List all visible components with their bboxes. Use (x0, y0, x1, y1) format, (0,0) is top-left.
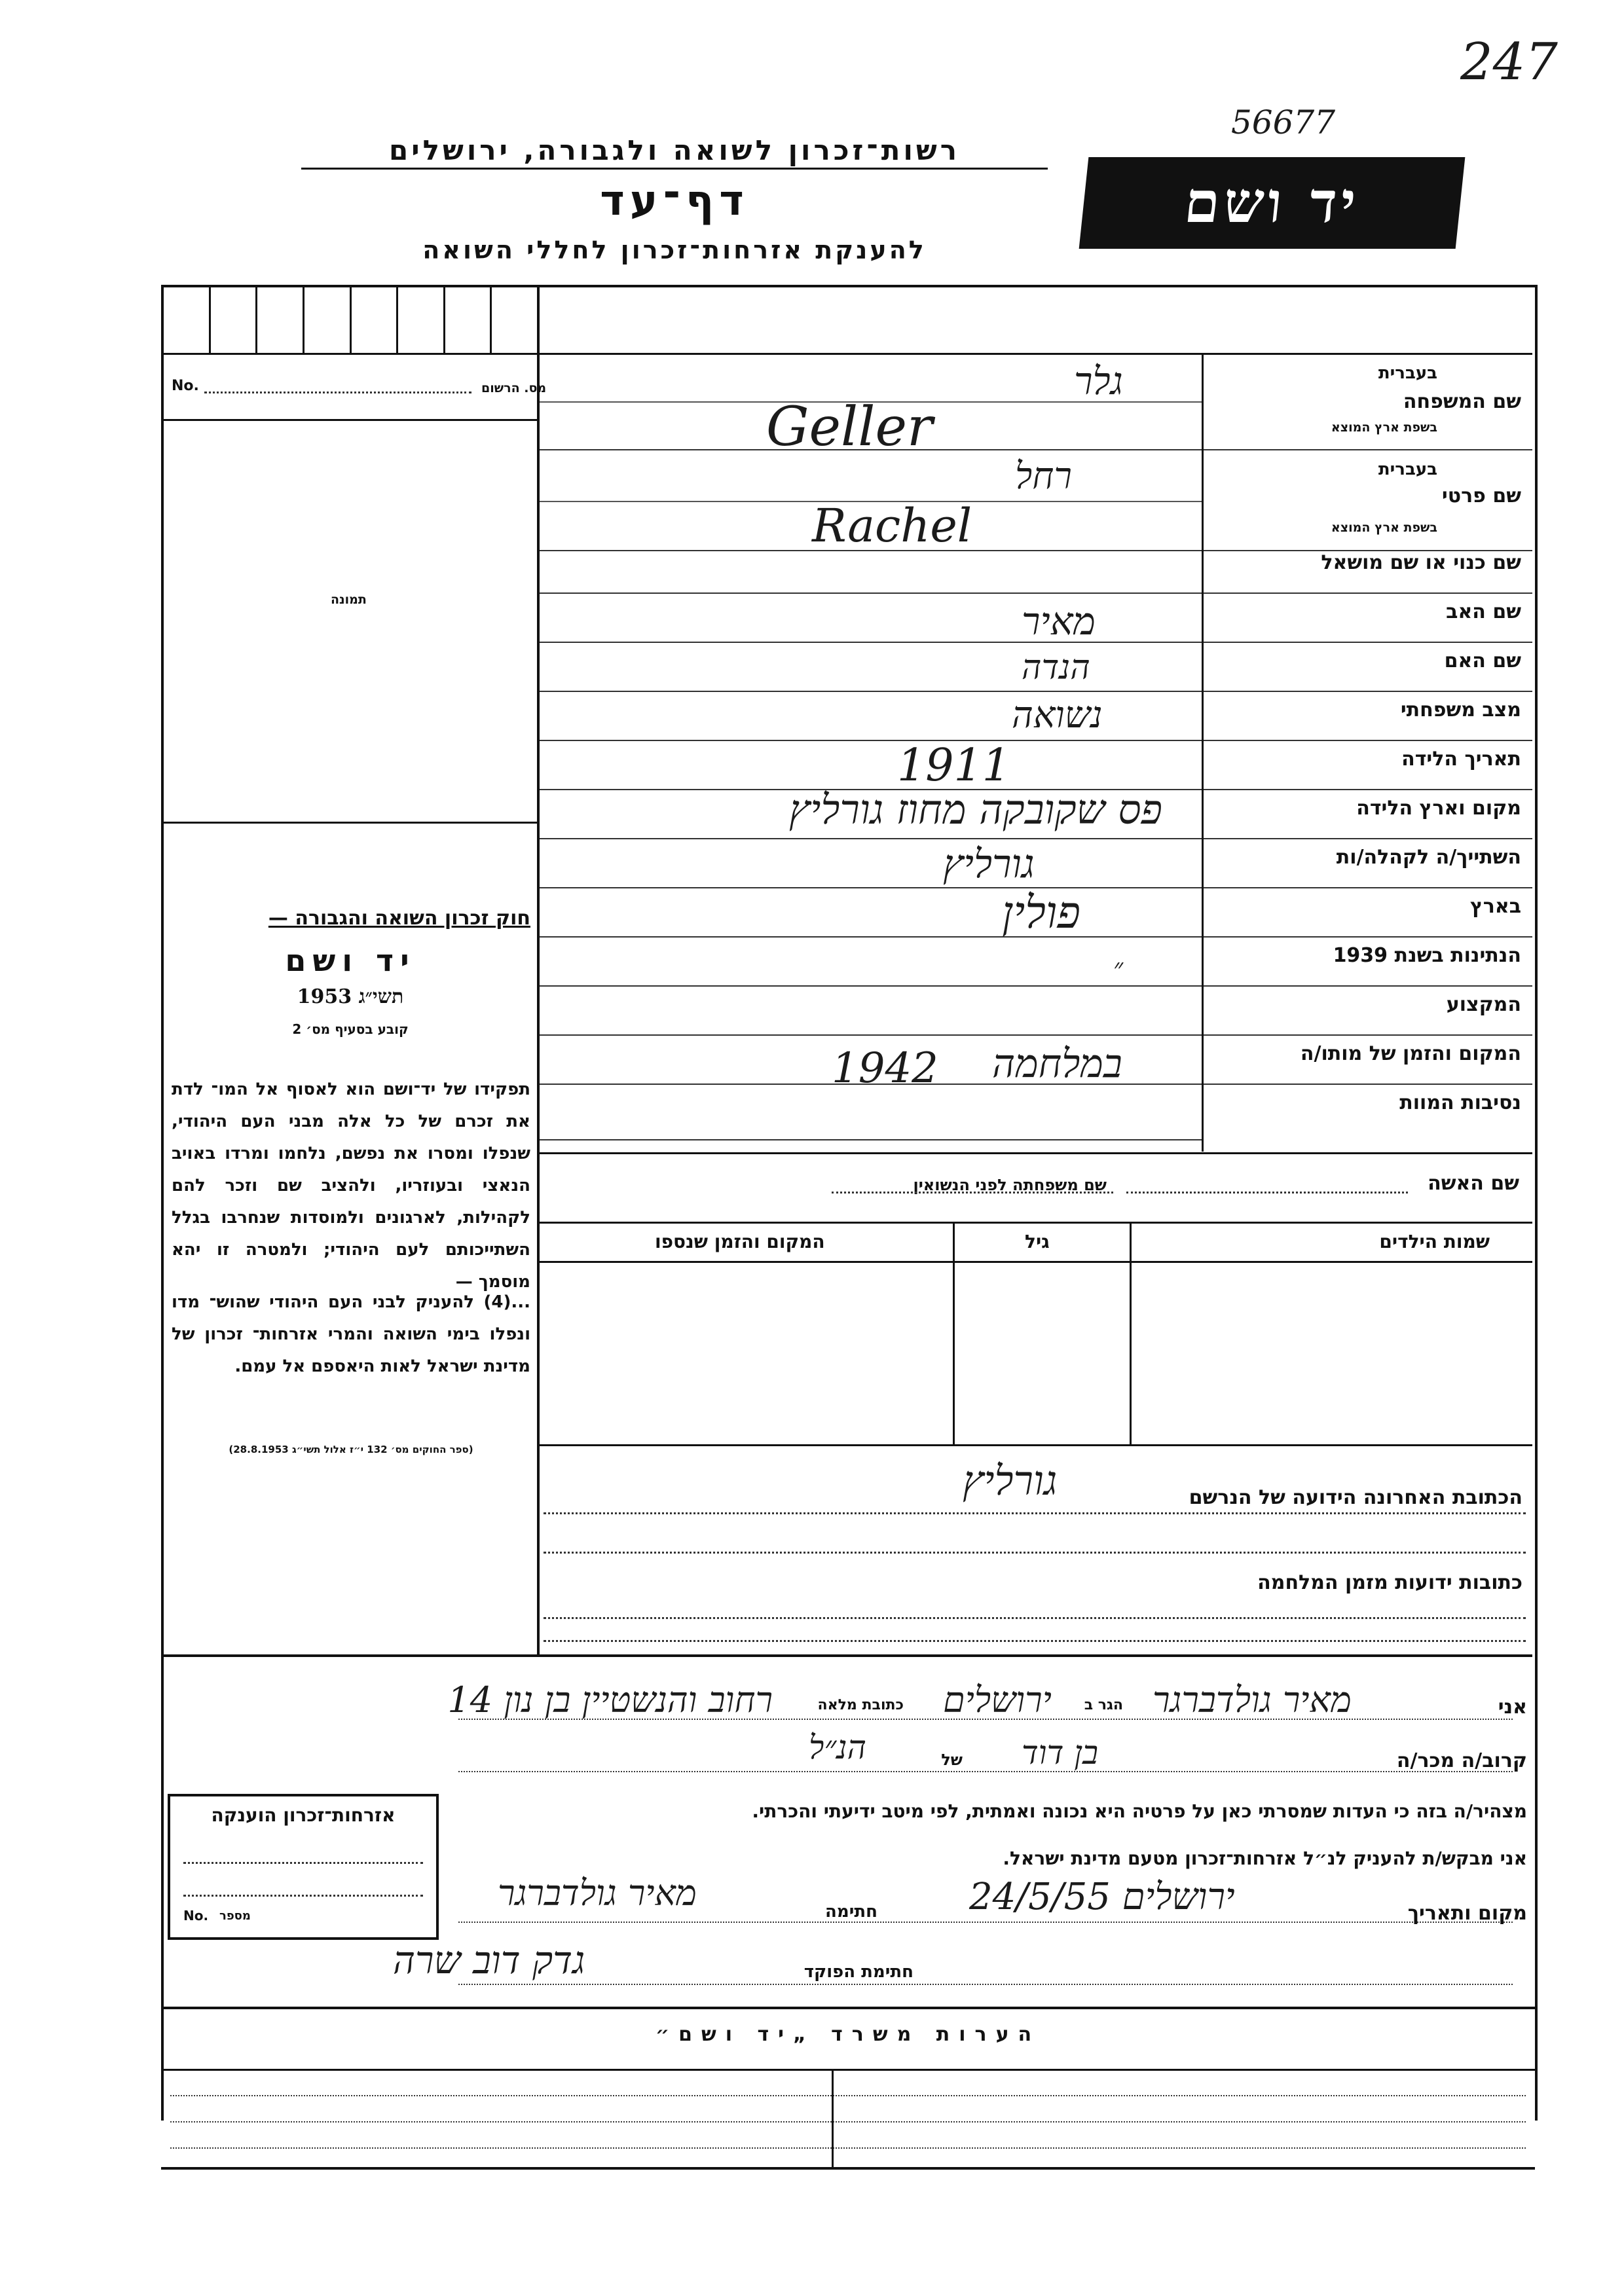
origin-lang-label-1: בשפת ארץ המוצא (1331, 420, 1437, 435)
office-notes-line[interactable] (170, 2121, 1526, 2123)
children-bottom-line (538, 1444, 1532, 1446)
citizenship-box-title: אזרחות־זכרון הוענקה (211, 1804, 396, 1826)
photo-box-bottom (164, 822, 537, 824)
photo-box-top (164, 419, 537, 421)
office-notes-line[interactable] (170, 2147, 1526, 2149)
label-row-line (1204, 691, 1532, 692)
office-notes-heading: הערות משרד „יד ושם״ (655, 2023, 1041, 2046)
form-title: דף־עד (600, 177, 749, 225)
label-row-line (1204, 838, 1532, 839)
label-row-line (1204, 985, 1532, 987)
death-place-label: המקום והזמן של מותו/ה (1300, 1042, 1521, 1065)
full-address-label: כתובת מלאה (817, 1697, 904, 1713)
law-reference: (ספר החוקים מס׳ 132 י״ז אלול תשי״ג 28.8.1953) (229, 1444, 473, 1455)
declaration-line[interactable] (458, 1922, 1513, 1923)
authority-heading: רשות־זכרון לשואה ולגבורה, ירושלים (301, 134, 1048, 170)
birth-date-label: תאריך הלידה (1401, 748, 1521, 771)
field-row-line (540, 691, 1202, 692)
place-date-value[interactable]: ירושלים 24/5/55 (969, 1876, 1235, 1918)
place-date-label: מקום ותאריך (1407, 1902, 1527, 1925)
officer-signature-label: חתימת הפוקד (803, 1962, 913, 1982)
marital-label: מצב משפחתי (1400, 699, 1521, 721)
label-column-divider (1202, 353, 1204, 1152)
label-row-line (1204, 449, 1532, 450)
country-value[interactable]: פולין (1002, 887, 1080, 939)
citizenship-box-line-2[interactable] (183, 1895, 423, 1897)
label-row-line (1204, 740, 1532, 741)
field-row-line (540, 936, 1202, 938)
relation-value[interactable]: בן דוד (1022, 1734, 1099, 1772)
field-row-line (540, 592, 1202, 594)
mother-value[interactable]: הנדה (1022, 648, 1090, 687)
in-hebrew-label-2: בעברית (1378, 460, 1437, 479)
wife-name-field[interactable] (1126, 1192, 1408, 1194)
citizenship-label: הנתינות בשנת 1939 (1333, 944, 1521, 967)
children-col-2 (1130, 1222, 1132, 1444)
first-name-hebrew-value[interactable]: רחל (1015, 455, 1072, 498)
office-notes-line[interactable] (170, 2095, 1526, 2096)
community-value[interactable]: גורליץ (943, 841, 1035, 887)
citizenship-box-line-1[interactable] (183, 1862, 423, 1864)
request-text: אני מבקש/ת להעניק לנ״ל אזרחות־זכרון מטעם מדינת ישראל. (1003, 1848, 1527, 1869)
photo-label: תמונה (331, 592, 367, 607)
label-row-line (1204, 1034, 1532, 1036)
community-label: השתייך/ה לקהלה/ות (1336, 846, 1521, 869)
field-row-line (540, 838, 1202, 839)
office-notes-header-line (161, 2069, 1535, 2071)
family-name-label: שם המשפחה (1403, 390, 1521, 413)
form-subtitle: להענקת אזרחות־זכרון לחללי השואה (422, 236, 927, 264)
reg-no-label: מס. הרשום (481, 381, 547, 395)
birth-place-value[interactable]: פס שקובקה מחוז גורליץ (788, 786, 1162, 833)
children-col-1 (953, 1222, 955, 1444)
maiden-name-label: שם משפחתה לפני הנשואין (913, 1176, 1107, 1194)
citizenship-value[interactable]: ״ (1113, 953, 1124, 983)
law-text-purpose: תפקידו של יד־ושם הוא לאסוף אל המו־ לדת את זכרם של כל אלה מבני העם היהודי, שנפלו ומסרו את נפשם, נלחמו ומרדו באויב הנאצי ובעוזריו, ולהציב שם וזכר להם לקהילות, לארגונים ולמוסדות שנחרבו בגלל השתייכותם לעם היהודי; ולמטרה זו יהא מוסמך — (172, 1080, 530, 1292)
birth-place-label: מקום וארץ הלידה (1356, 797, 1521, 820)
citizenship-granted-box (168, 1794, 439, 1940)
office-notes-top-line (161, 2007, 1535, 2009)
yad-vashem-logo: יד ושם (1079, 157, 1466, 249)
father-label: שם האב (1446, 600, 1521, 623)
address-line[interactable] (544, 1640, 1526, 1642)
family-name-latin-value[interactable]: Geller (766, 396, 933, 458)
of-label: של (941, 1751, 963, 1769)
death-place-value[interactable]: במלחמה (992, 1041, 1122, 1087)
header-row-divider (164, 353, 1532, 355)
declarant-name-value[interactable]: מאיר גולדברגר (1153, 1679, 1352, 1721)
death-year-value[interactable]: 1942 (832, 1044, 938, 1093)
relation-label: קרוב/ה מכר/ה (1396, 1749, 1527, 1772)
children-header-line (538, 1261, 1532, 1263)
signature-value[interactable]: מאיר גולדברגר (498, 1872, 697, 1914)
city-value[interactable]: ירושלים (943, 1679, 1052, 1721)
first-name-latin-value[interactable]: Rachel (812, 499, 972, 553)
label-row-line (1204, 642, 1532, 643)
children-names-header: שמות הילדים (1379, 1231, 1490, 1252)
address-line[interactable] (544, 1617, 1526, 1619)
marital-value[interactable]: נשואה (1012, 694, 1103, 737)
office-notes-bottom-line (161, 2167, 1535, 2170)
label-row-line (1204, 592, 1532, 594)
wife-label: שם האשה (1428, 1172, 1519, 1195)
last-address-label: הכתובת האחרונה הידועה של הנרשם (1189, 1486, 1522, 1509)
mother-label: שם האם (1444, 649, 1521, 672)
law-name: יד ושם (285, 943, 416, 978)
field-row-line (540, 642, 1202, 643)
field-row-line (540, 887, 1202, 888)
war-address-label: כתובות ידועות מזמן המלחמה (1257, 1571, 1522, 1594)
reg-checkboxes (164, 287, 537, 353)
label-row-line (1204, 936, 1532, 938)
law-year: תשי״ג 1953 (297, 985, 404, 1008)
ani-label: אני (1498, 1696, 1527, 1719)
declaration-line[interactable] (458, 1984, 1513, 1985)
full-address-value[interactable]: רחוב והנשטיין בן נון 14 (447, 1679, 773, 1721)
statement-text: מצהיר/ה בזה כי העדות שמסרתי כאן על פרטיה היא נכונה ואמתית, לפי מיטב ידיעתי והכרתי. (752, 1800, 1527, 1822)
last-address-value[interactable]: גורליץ (963, 1457, 1058, 1504)
address-line[interactable] (544, 1552, 1526, 1554)
reg-no-field[interactable] (204, 392, 471, 393)
residing-in-label: הגר ב (1084, 1697, 1123, 1713)
maiden-name-field[interactable] (832, 1192, 1113, 1194)
death-circumstances-label: נסיבות המוות (1399, 1091, 1521, 1114)
origin-lang-label-2: בשפת ארץ המוצא (1331, 520, 1437, 535)
label-row-line (1204, 1084, 1532, 1085)
label-row-line (1204, 887, 1532, 888)
country-label: בארץ (1469, 895, 1521, 918)
label-row-line (1204, 789, 1532, 790)
death-place-time-header: המקום והזמן שנספו (655, 1231, 825, 1252)
office-notes-divider (832, 2069, 834, 2167)
age-header: גיל (1025, 1231, 1050, 1252)
addresses-bottom-line (164, 1654, 1532, 1657)
nickname-label: שם כנוי או שם מושאל (1321, 551, 1521, 574)
left-column-divider (537, 287, 540, 1656)
in-hebrew-label-1: בעברית (1378, 363, 1437, 383)
field-row-line (540, 1034, 1202, 1036)
law-title: חוק זכרון השואה והגבורה — (268, 907, 530, 930)
declaration-line[interactable] (458, 1771, 1513, 1772)
law-text-clause-4: ...(4) להעניק לבני העם היהודי שהוש־ מדו ונפלו בימי השואה והמרי אזרחות־ זכרון של מדינת ישראל לאות היאספם אל עמם. (172, 1292, 530, 1376)
father-value[interactable]: מאיר (1022, 599, 1096, 644)
citizenship-no-en: No. (183, 1908, 209, 1923)
children-top-line (538, 1222, 1532, 1224)
field-row-line (540, 740, 1202, 741)
birth-year-value[interactable]: 1911 (897, 740, 1011, 792)
law-clause: קובע בסעיף מס׳ 2 (292, 1021, 409, 1037)
fields-bottom-line (540, 1152, 1532, 1154)
profession-label: המקצוע (1446, 993, 1521, 1016)
first-name-label: שם פרטי (1441, 484, 1521, 507)
address-line[interactable] (544, 1512, 1526, 1514)
field-row-line (540, 985, 1202, 987)
citizenship-no-he: מספר (219, 1909, 251, 1923)
file-number: 56677 (1231, 103, 1336, 141)
reg-no-en: No. (172, 378, 199, 394)
of-value[interactable]: הנ״ל (809, 1728, 866, 1766)
corner-page-number: 247 (1460, 33, 1558, 92)
field-row-line (540, 1139, 1202, 1140)
family-name-hebrew-value[interactable]: גלר (1074, 359, 1123, 403)
officer-signature-value[interactable]: גדק דוב שרה (393, 1938, 585, 1982)
signature-label: חתימה (825, 1902, 877, 1922)
